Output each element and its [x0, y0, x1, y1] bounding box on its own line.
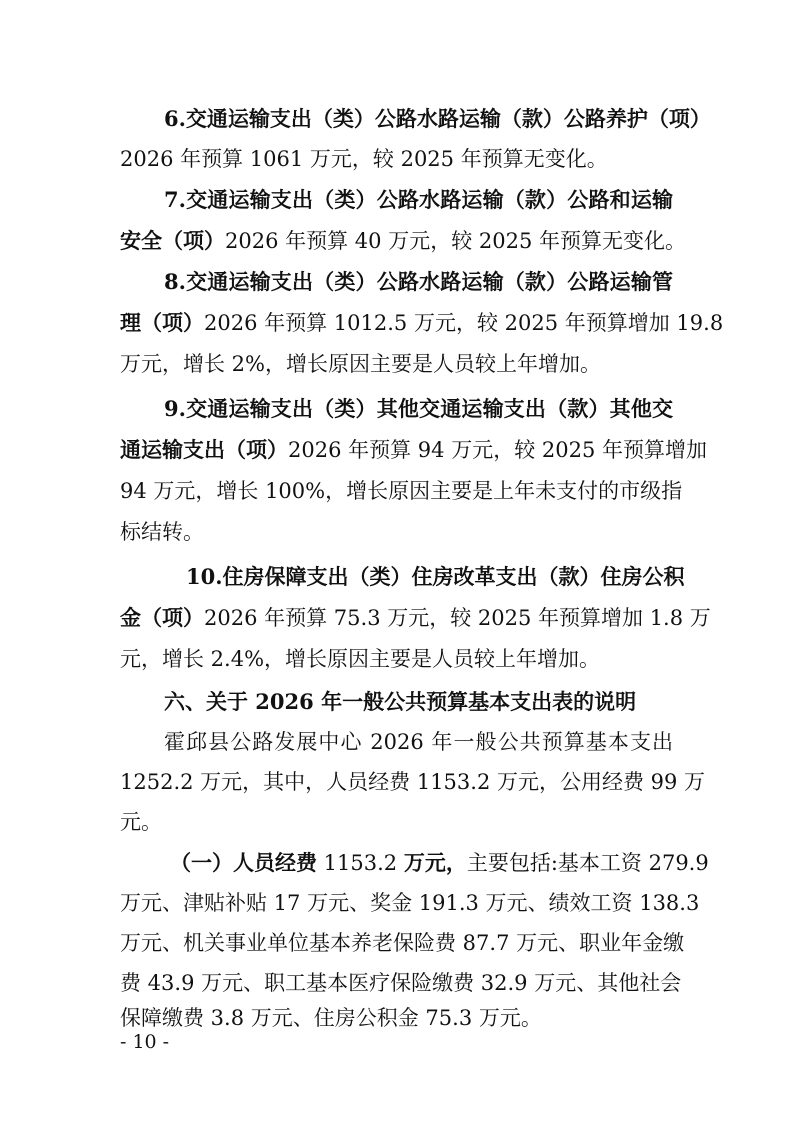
item10-line2 — [120, 605, 711, 630]
item9-body-end: 标结转。 — [120, 520, 204, 544]
section6-p2-l2: 万元、津贴补贴 17 万元、奖金 191.3 万元、绩效工资 138.3 — [120, 891, 700, 915]
section6-p1-end: 元。 — [120, 810, 162, 834]
item8-body: 2026 年预算 1012.5 万元，较 2025 年预算增加 19.8 — [204, 311, 724, 335]
item10-body-cont: 元，增长 2.4%，增长原因主要是人员较上年增加。 — [120, 647, 601, 671]
item9-body: 2026 年预算 94 万元，较 2025 年预算增加 — [288, 438, 707, 462]
item8-body-cont: 万元，增长 2%，增长原因主要是人员较上年增加。 — [120, 352, 601, 376]
item9-heading-cont: 通运输支出（项） — [120, 437, 288, 462]
item6-heading: 6.交通运输支出（类）公路水路运输（款）公路养护（项） — [164, 106, 711, 131]
section6-title: 六、关于 2026 年一般公共预算基本支出表的说明 — [164, 689, 637, 714]
personnel-amount: 1153.2 — [317, 851, 404, 875]
personnel-detail: 主要包括:基本工资 279.9 — [466, 851, 709, 875]
item8-line2 — [120, 310, 724, 335]
section6-p1-cont: 1252.2 万元，其中，人员经费 1153.2 万元，公用经费 99 万 — [120, 770, 706, 794]
section6-p2-l5: 保障缴费 3.8 万元、住房公积金 75.3 万元。 — [120, 1006, 542, 1030]
item7-body: 2026 年预算 40 万元，较 2025 年预算无变化。 — [225, 229, 686, 253]
section6-p2-l4: 费 43.9 万元、职工基本医疗保险缴费 32.9 万元、其他社会 — [120, 971, 682, 995]
item9-body-cont: 94 万元，增长 100%，增长原因主要是上年未支付的市级指 — [120, 479, 683, 503]
item9-heading: 9.交通运输支出（类）其他交通运输支出（款）其他交 — [164, 396, 673, 421]
item7-heading-cont: 安全（项） — [120, 228, 225, 253]
section6-p2 — [170, 850, 709, 875]
section6-p1: 霍邱县公路发展中心 2026 年一般公共预算基本支出 — [164, 730, 673, 754]
item10-heading-cont: 金（项） — [120, 605, 204, 630]
personnel-unit: 万元， — [403, 850, 467, 875]
item8-heading: 8.交通运输支出（类）公路水路运输（款）公路运输管 — [164, 269, 673, 294]
item6-body: 2026 年预算 1061 万元，较 2025 年预算无变化。 — [120, 147, 608, 171]
item9-line2 — [120, 437, 707, 462]
personnel-label: （一）人员经费 — [170, 850, 317, 875]
item7-heading: 7.交通运输支出（类）公路水路运输（款）公路和运输 — [164, 187, 673, 212]
item10-body: 2026 年预算 75.3 万元，较 2025 年预算增加 1.8 万 — [204, 606, 711, 630]
item7-line2 — [120, 228, 686, 253]
page-number: - 10 - — [120, 1031, 170, 1053]
item8-heading-cont: 理（项） — [120, 310, 204, 335]
item10-heading: 10.住房保障支出（类）住房改革支出（款）住房公积 — [186, 564, 685, 589]
section6-p2-l3: 万元、机关事业单位基本养老保险费 87.7 万元、职业年金缴 — [120, 931, 685, 955]
